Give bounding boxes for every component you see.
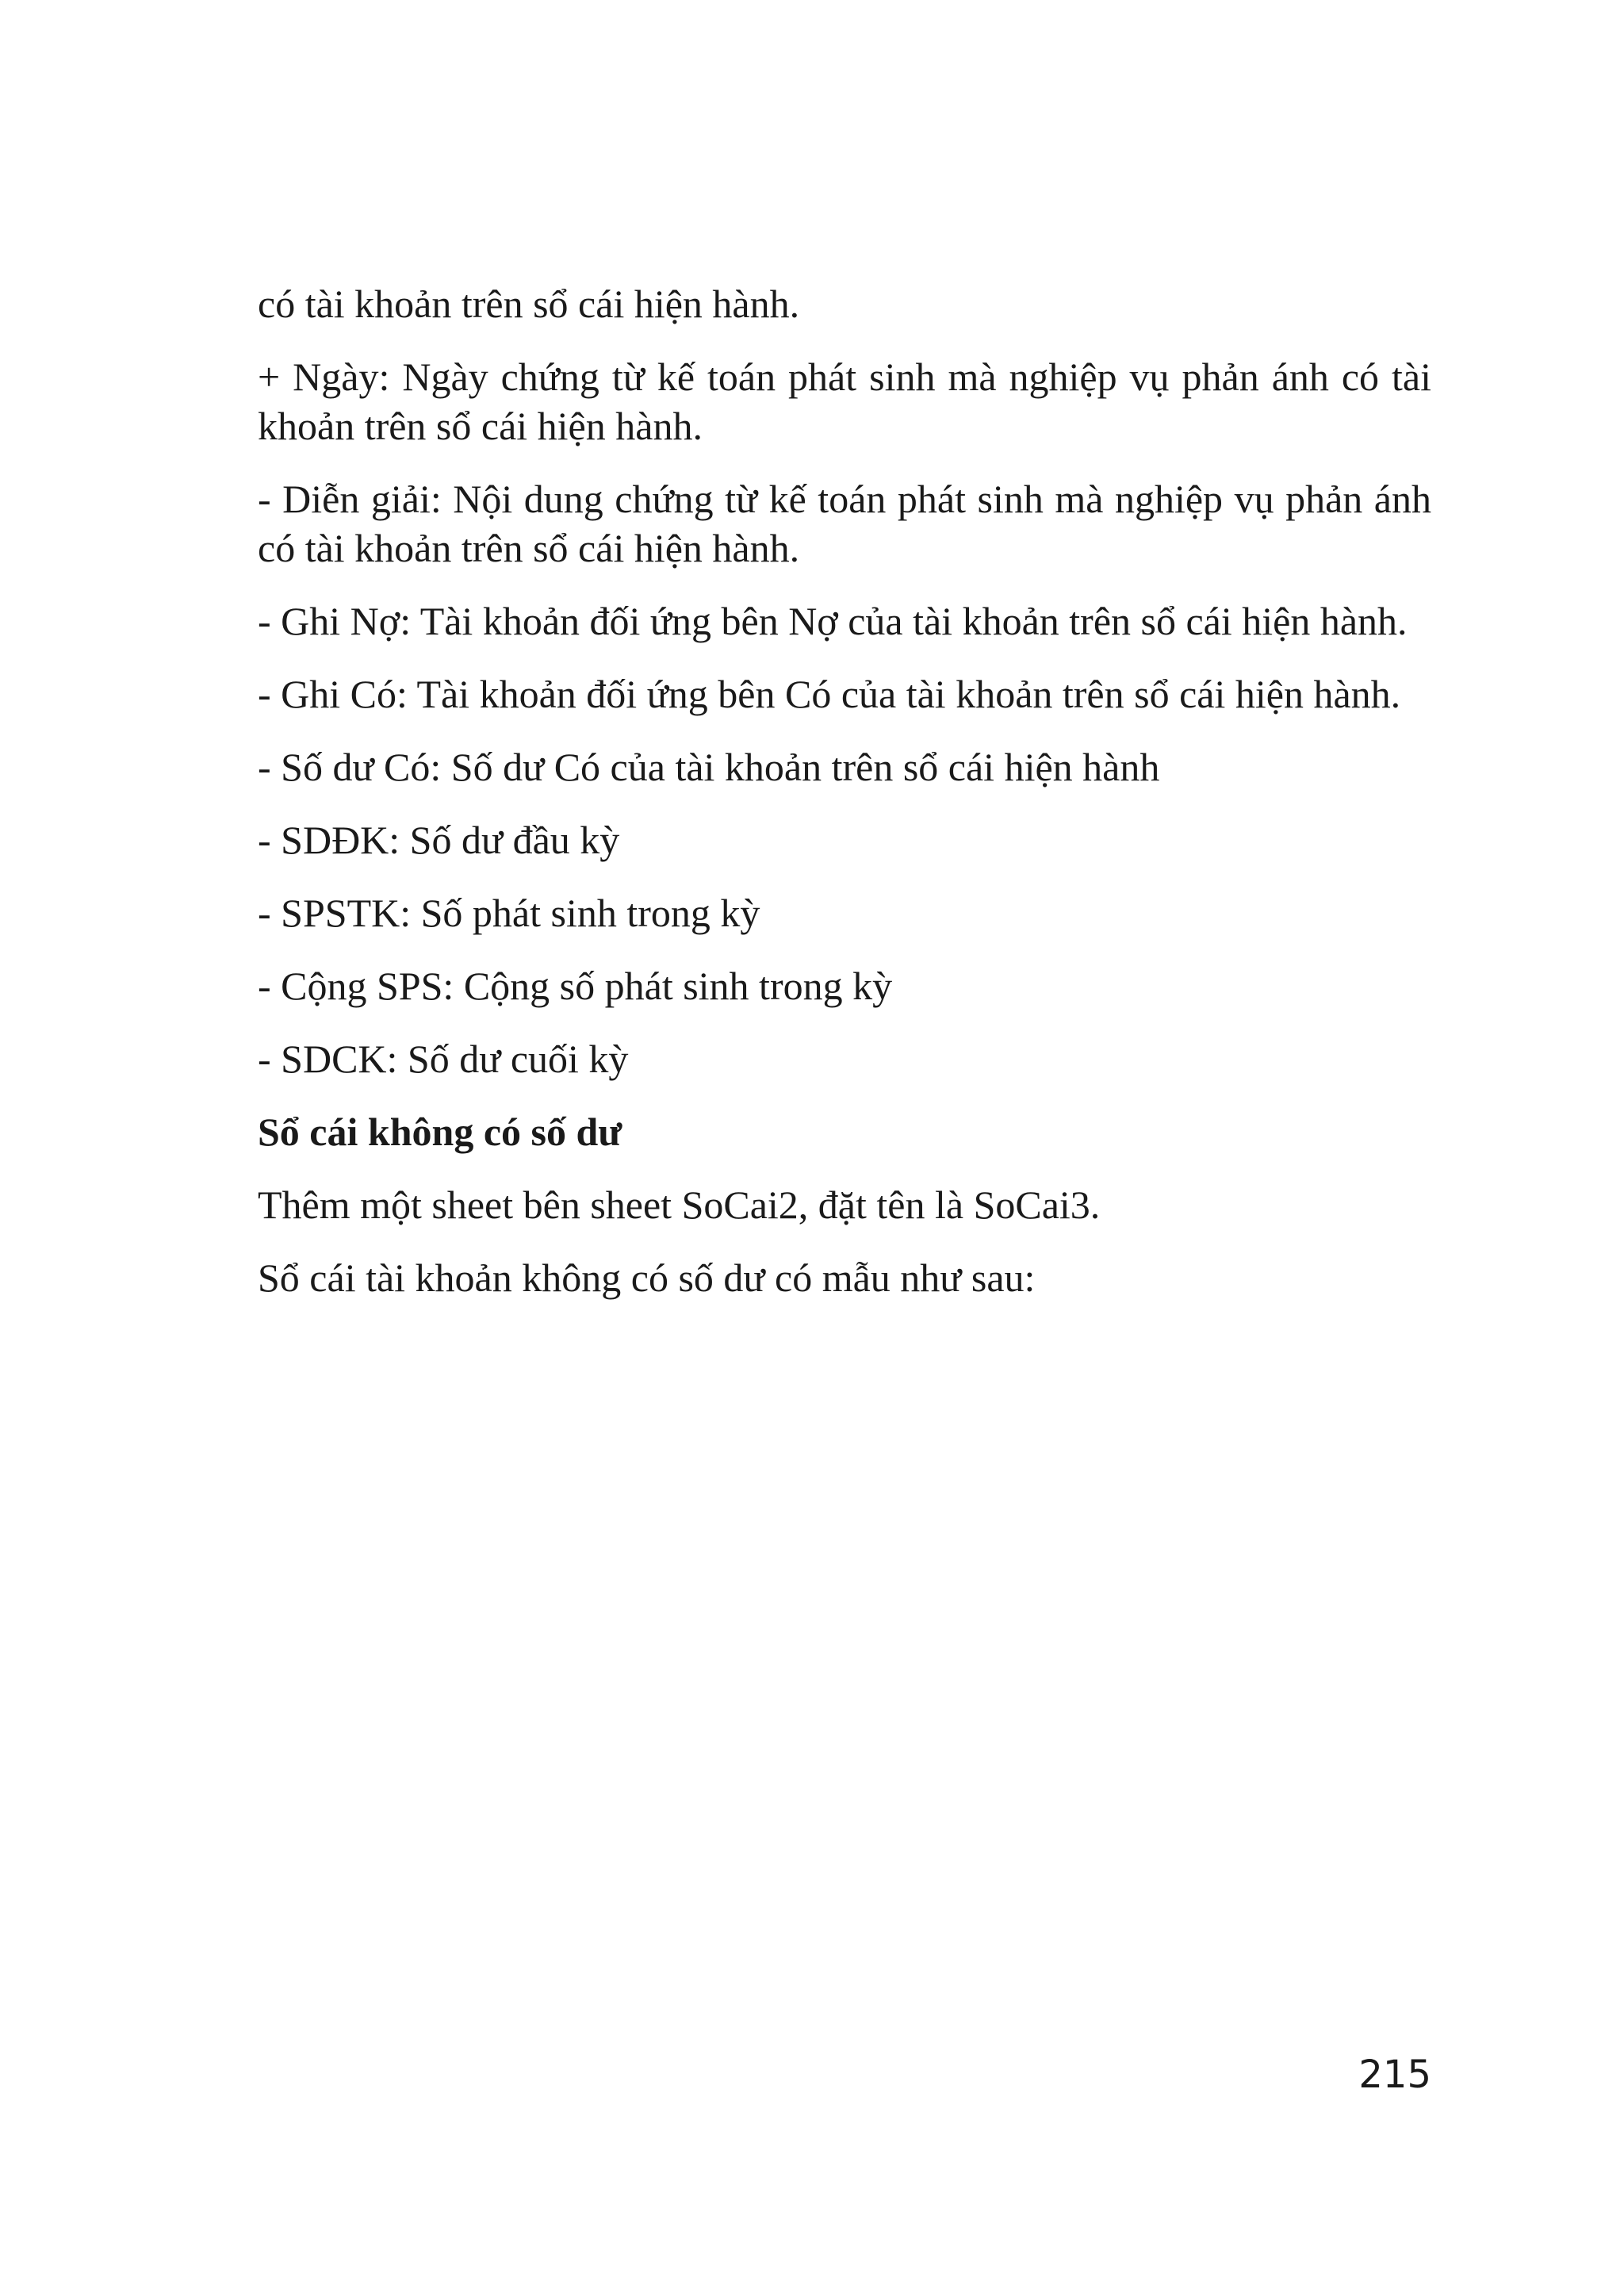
paragraph-template-intro: Sổ cái tài khoản không có số dư có mẫu như sau: [258, 1255, 1036, 1300]
page-number: 215 [1358, 2053, 1431, 2097]
paragraph-sddk: - SDĐK: Số dư đầu kỳ [258, 818, 620, 862]
paragraph-spstk: - SPSTK: Số phát sinh trong kỳ [258, 891, 760, 935]
paragraph-ngay: + Ngày: Ngày chứng từ kế toán phát sinh mà nghiệp vụ phản ánh có tài khoản trên sổ cái hiện hành. [258, 355, 1431, 448]
paragraph-ghi-no: - Ghi Nợ: Tài khoản đối ứng bên Nợ của tài khoản trên sổ cái hiện hành. [258, 599, 1408, 643]
paragraph-add-sheet: Thêm một sheet bên sheet SoCai2, đặt tên là SoCai3. [258, 1182, 1101, 1227]
page-content [258, 279, 1431, 1326]
paragraph-ghi-co: - Ghi Có: Tài khoản đối ứng bên Có của tài khoản trên sổ cái hiện hành. [258, 672, 1401, 716]
paragraph-cong-sps: - Cộng SPS: Cộng số phát sinh trong kỳ [258, 964, 893, 1008]
paragraph-so-du-co: - Số dư Có: Số dư Có của tài khoản trên sổ cái hiện hành [258, 745, 1160, 789]
paragraph-dien-giai: - Diễn giải: Nội dung chứng từ kế toán phát sinh mà nghiệp vụ phản ánh có tài khoản trên sổ cái hiện hành. [258, 477, 1431, 570]
section-heading: Sổ cái không có số dư [258, 1110, 622, 1154]
paragraph-continuation: có tài khoản trên sổ cái hiện hành. [258, 282, 800, 326]
paragraph-sdck: - SDCK: Số dư cuối kỳ [258, 1037, 629, 1081]
